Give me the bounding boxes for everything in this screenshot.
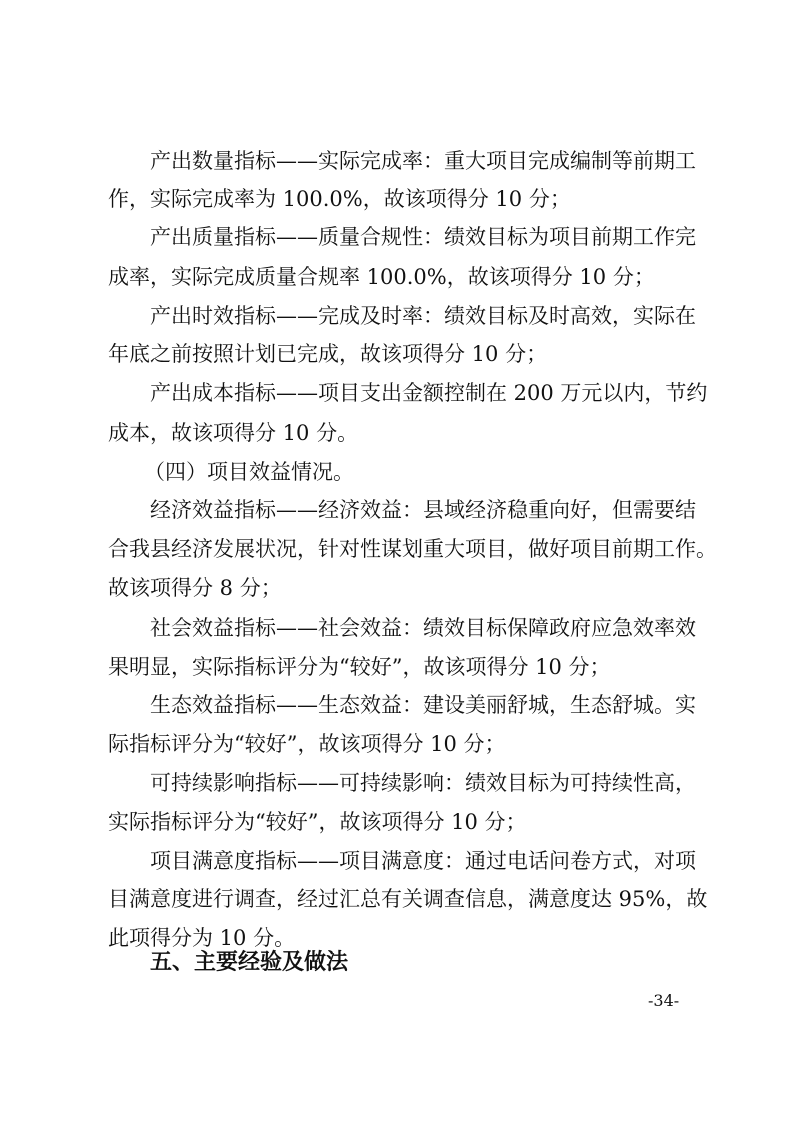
paragraph-line: 产出时效指标——完成及时率：绩效目标及时高效，实际在 bbox=[150, 304, 696, 328]
paragraph-line: 产出成本指标——项目支出金额控制在 200 万元以内，节约 bbox=[150, 381, 708, 405]
paragraph-line: 年底之前按照计划已完成，故该项得分 10 分； bbox=[108, 342, 548, 366]
paragraph-line: 故该项得分 8 分； bbox=[108, 576, 282, 600]
paragraph-line: 产出质量指标——质量合规性：绩效目标为项目前期工作完 bbox=[150, 225, 696, 249]
page-number: -34- bbox=[648, 991, 680, 1010]
paragraph-line: 成率，实际完成质量合规率 100.0%，故该项得分 10 分； bbox=[108, 265, 655, 289]
paragraph-line: 作，实际完成率为 100.0%，故该项得分 10 分； bbox=[108, 187, 571, 211]
paragraph-line: 果明显，实际指标评分为“较好”，故该项得分 10 分； bbox=[108, 655, 611, 679]
paragraph-line: 生态效益指标——生态效益：建设美丽舒城，生态舒城。实 bbox=[150, 693, 696, 717]
paragraph-line: 经济效益指标——经济效益：县域经济稳重向好，但需要结 bbox=[150, 498, 696, 522]
section-heading: 五、主要经验及做法 bbox=[150, 950, 349, 975]
paragraph-line: 项目满意度指标——项目满意度：通过电话问卷方式，对项 bbox=[150, 849, 696, 873]
paragraph-line: 成本，故该项得分 10 分。 bbox=[108, 421, 359, 445]
paragraph-line: 产出数量指标——实际完成率：重大项目完成编制等前期工 bbox=[150, 149, 696, 173]
paragraph-line: 目满意度进行调查，经过汇总有关调查信息，满意度达 95%，故 bbox=[108, 887, 708, 911]
paragraph-line: 此项得分为 10 分。 bbox=[108, 926, 296, 950]
paragraph-line: 社会效益指标——社会效益：绩效目标保障政府应急效率效 bbox=[150, 616, 696, 640]
paragraph-line: 际指标评分为“较好”，故该项得分 10 分； bbox=[108, 732, 506, 756]
section-subheading: （四）项目效益情况。 bbox=[144, 460, 354, 484]
paragraph-line: 实际指标评分为“较好”，故该项得分 10 分； bbox=[108, 810, 527, 834]
paragraph-line: 合我县经济发展状况，针对性谋划重大项目，做好项目前期工作。 bbox=[108, 537, 717, 561]
paragraph-line: 可持续影响指标——可持续影响：绩效目标为可持续性高， bbox=[150, 771, 696, 795]
